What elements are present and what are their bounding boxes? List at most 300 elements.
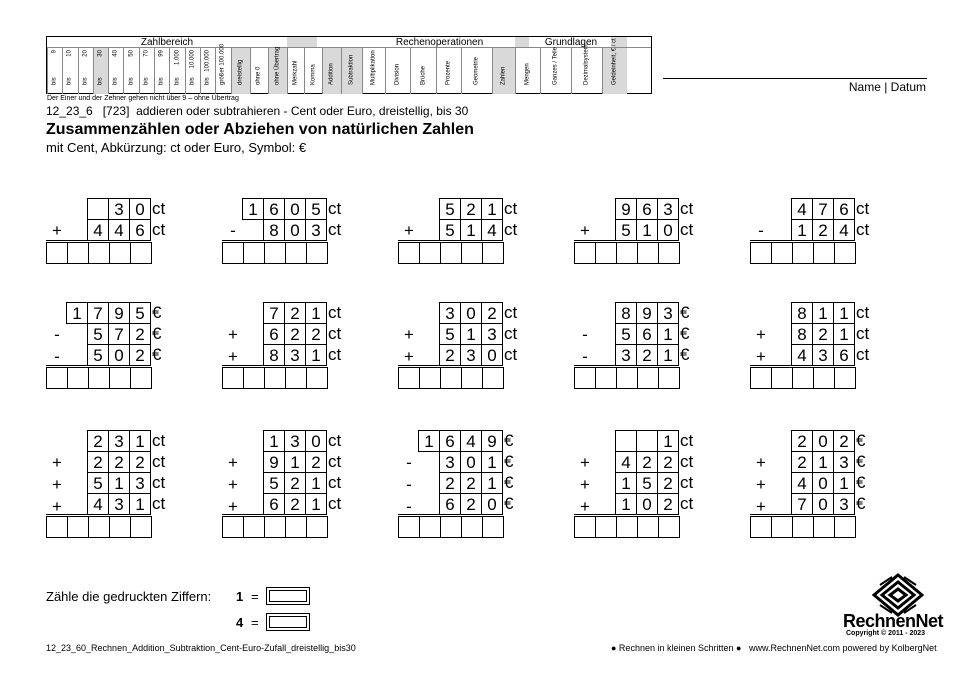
page-title: Zusammenzählen oder Abziehen von natürlichen Zahlen <box>46 121 474 138</box>
digit-cell: 9 <box>108 302 130 324</box>
answer-cell[interactable] <box>109 516 131 538</box>
digit-cell: 1 <box>418 430 440 452</box>
unit-label: ct <box>680 473 694 492</box>
header-column-label: Division <box>394 63 401 85</box>
answer-cell[interactable] <box>46 242 68 264</box>
count-digit-1: 1 <box>236 589 244 604</box>
answer-cell[interactable] <box>637 367 659 389</box>
digit-cell: 8 <box>263 219 285 241</box>
header-column-top: 20 <box>82 50 89 57</box>
header-column-top: 99 <box>158 50 165 57</box>
digit-cell: 3 <box>439 451 461 473</box>
answer-cell[interactable] <box>67 516 89 538</box>
digit-cell: 6 <box>263 323 285 345</box>
answer-cell[interactable] <box>834 367 856 389</box>
count-eq-1: = <box>251 589 259 604</box>
answer-cell[interactable] <box>813 367 835 389</box>
unit-label: ct <box>856 324 870 343</box>
digit-cell: 6 <box>263 198 285 220</box>
operator-sign: + <box>52 221 62 240</box>
digit-cell: 2 <box>129 344 151 366</box>
digit-cell: 7 <box>108 323 130 345</box>
digit-cell: 6 <box>439 493 461 515</box>
header-column-label: Komma <box>310 64 317 85</box>
header-column-top: 70 <box>143 50 150 57</box>
sum-line <box>398 514 502 515</box>
answer-cell[interactable] <box>750 367 772 389</box>
digit-cell: 8 <box>791 302 813 324</box>
answer-cell[interactable] <box>792 516 814 538</box>
digit-cell: 6 <box>439 430 461 452</box>
unit-label: € <box>856 452 866 471</box>
unit-label: ct <box>328 494 342 513</box>
answer-cell[interactable] <box>595 367 617 389</box>
answer-cell[interactable] <box>306 367 328 389</box>
header-column-label: Merkzahl <box>292 60 299 85</box>
digit-cell: 1 <box>284 451 306 473</box>
answer-cell[interactable] <box>419 242 441 264</box>
unit-label: ct <box>152 452 166 471</box>
header-column-label: bis <box>158 77 165 85</box>
digit-cell: 5 <box>439 323 461 345</box>
digit-cell: 0 <box>812 493 834 515</box>
answer-cell[interactable] <box>792 242 814 264</box>
unit-label: € <box>680 303 690 322</box>
page-subtitle: mit Cent, Abkürzung: ct oder Euro, Symbol: € <box>46 140 307 155</box>
digit-cell: 5 <box>615 219 637 241</box>
answer-cell[interactable] <box>264 242 286 264</box>
unit-label: ct <box>680 431 694 450</box>
header-column-label: Prozente <box>445 60 452 85</box>
answer-cell[interactable] <box>574 242 596 264</box>
header-column <box>385 48 410 94</box>
digit-cell: 2 <box>305 451 327 473</box>
digit-cell: 7 <box>263 302 285 324</box>
answer-cell[interactable] <box>616 242 638 264</box>
header-column-label: bis <box>174 77 180 85</box>
answer-cell[interactable] <box>243 242 265 264</box>
header-column-label: Ganzes / Teile <box>552 47 559 85</box>
header-column <box>304 48 322 94</box>
sum-line <box>222 365 326 366</box>
operator-sign: + <box>756 475 766 494</box>
header-column <box>200 48 215 94</box>
operator-sign: + <box>228 497 238 516</box>
header-column-label: bis <box>66 77 73 85</box>
answer-cell[interactable] <box>440 242 462 264</box>
digit-cell: 5 <box>636 472 658 494</box>
header-column-label: Mengen <box>524 63 531 85</box>
unit-label: ct <box>328 431 342 450</box>
classification-table <box>46 36 652 94</box>
sum-line <box>46 240 150 241</box>
answer-cell[interactable] <box>750 242 772 264</box>
unit-label: ct <box>328 473 342 492</box>
answer-cell[interactable] <box>440 516 462 538</box>
count-answer-box-1[interactable] <box>266 587 310 605</box>
digit-cell: 2 <box>108 451 130 473</box>
digit-cell: 8 <box>791 323 813 345</box>
digit-cell: 0 <box>636 493 658 515</box>
answer-cell[interactable] <box>222 516 244 538</box>
header-column <box>93 48 108 94</box>
digit-cell: 5 <box>129 302 151 324</box>
operator-sign: + <box>756 453 766 472</box>
digit-cell: 1 <box>615 472 637 494</box>
answer-cell[interactable] <box>46 367 68 389</box>
answer-cell[interactable] <box>792 367 814 389</box>
answer-cell[interactable] <box>574 516 596 538</box>
name-date-line <box>663 78 927 79</box>
digit-cell: 2 <box>636 451 658 473</box>
sum-line <box>398 240 502 241</box>
header-column <box>540 48 571 94</box>
digit-cell: 2 <box>439 472 461 494</box>
operator-sign: + <box>228 347 238 366</box>
answer-cell[interactable] <box>130 242 152 264</box>
answer-cell[interactable] <box>67 242 89 264</box>
operator-sign: - <box>406 497 412 516</box>
footer-filename: 12_23_60_Rechnen_Addition_Subtraktion_Cent-Euro-Zufall_dreistellig_bis30 <box>46 643 356 653</box>
header-column-top: 1.000 <box>174 50 180 66</box>
digit-cell: 0 <box>812 430 834 452</box>
answer-cell[interactable] <box>419 516 441 538</box>
header-column <box>571 44 602 94</box>
answer-cell[interactable] <box>264 516 286 538</box>
digit-cell: 8 <box>615 302 637 324</box>
header-column-label: größer 100.000 <box>219 43 226 85</box>
header-column <box>341 48 361 94</box>
digit-cell: 2 <box>439 344 461 366</box>
digit-cell: 3 <box>284 430 306 452</box>
digit-cell <box>636 430 658 452</box>
operator-sign: - <box>758 221 764 240</box>
digit-cell: 3 <box>108 198 130 220</box>
digit-cell: 1 <box>636 219 658 241</box>
count-eq-4: = <box>251 615 259 630</box>
header-column-label: bis <box>82 77 89 85</box>
answer-cell[interactable] <box>398 516 420 538</box>
answer-cell[interactable] <box>834 516 856 538</box>
digit-cell: 1 <box>460 219 482 241</box>
answer-cell[interactable] <box>461 367 483 389</box>
digit-cell: 1 <box>460 323 482 345</box>
header-column <box>461 48 492 94</box>
digit-cell: 9 <box>481 430 503 452</box>
digit-cell: 0 <box>460 302 482 324</box>
digit-cell: 6 <box>833 344 855 366</box>
unit-label: ct <box>856 303 870 322</box>
sum-line <box>46 365 150 366</box>
answer-cell[interactable] <box>750 516 772 538</box>
digit-cell: 9 <box>615 198 637 220</box>
unit-label: € <box>152 303 162 322</box>
unit-label: ct <box>504 303 518 322</box>
answer-cell[interactable] <box>285 242 307 264</box>
answer-cell[interactable] <box>264 367 286 389</box>
operator-sign: - <box>406 453 412 472</box>
answer-cell[interactable] <box>616 516 638 538</box>
header-column-label: bis <box>143 77 150 85</box>
digit-cell: 4 <box>87 219 109 241</box>
digit-cell: 3 <box>481 323 503 345</box>
answer-cell[interactable] <box>88 242 110 264</box>
digit-cell: 0 <box>305 430 327 452</box>
operator-sign: + <box>756 347 766 366</box>
operator-sign: - <box>406 475 412 494</box>
digit-cell: 6 <box>129 219 151 241</box>
answer-cell[interactable] <box>595 516 617 538</box>
header-column-top: 50 <box>128 50 135 57</box>
answer-cell[interactable] <box>243 516 265 538</box>
answer-cell[interactable] <box>285 367 307 389</box>
header-column-label: bis <box>51 77 58 85</box>
unit-label: € <box>152 324 162 343</box>
digit-cell: 7 <box>87 302 109 324</box>
header-column <box>287 48 305 94</box>
operator-sign: + <box>404 221 414 240</box>
answer-cell[interactable] <box>482 516 504 538</box>
digit-cell: 1 <box>263 430 285 452</box>
digit-cell: 8 <box>263 344 285 366</box>
answer-cell[interactable] <box>771 367 793 389</box>
digit-cell: 7 <box>812 198 834 220</box>
answer-cell[interactable] <box>222 367 244 389</box>
answer-cell[interactable] <box>834 242 856 264</box>
digit-cell: 4 <box>791 344 813 366</box>
unit-label: ct <box>504 324 518 343</box>
header-column <box>515 48 540 94</box>
header-column-label: dreistellig <box>237 59 244 85</box>
answer-cell[interactable] <box>306 242 328 264</box>
answer-cell[interactable] <box>637 242 659 264</box>
answer-cell[interactable] <box>637 516 659 538</box>
header-column <box>602 38 627 94</box>
digit-cell: 2 <box>284 302 306 324</box>
unit-label: ct <box>680 452 694 471</box>
header-column <box>123 48 138 94</box>
digit-cell: 1 <box>833 302 855 324</box>
answer-cell[interactable] <box>658 516 680 538</box>
digit-cell: 5 <box>87 344 109 366</box>
operator-sign: + <box>580 475 590 494</box>
answer-cell[interactable] <box>130 516 152 538</box>
digit-cell: 5 <box>87 472 109 494</box>
digit-cell <box>87 198 109 220</box>
operator-sign: + <box>756 325 766 344</box>
digit-cell: 6 <box>636 198 658 220</box>
logo-text: RechnenNet <box>843 611 944 631</box>
digit-cell: 4 <box>108 219 130 241</box>
answer-cell[interactable] <box>461 516 483 538</box>
unit-label: ct <box>504 199 518 218</box>
digit-cell: 4 <box>833 219 855 241</box>
unit-label: ct <box>152 220 166 239</box>
digit-cell: 2 <box>833 430 855 452</box>
digit-cell: 3 <box>615 344 637 366</box>
digit-cell: 1 <box>242 198 264 220</box>
digit-cell: 1 <box>481 472 503 494</box>
operator-sign: + <box>756 497 766 516</box>
digit-cell: 6 <box>833 198 855 220</box>
digit-cell: 1 <box>812 451 834 473</box>
answer-cell[interactable] <box>398 367 420 389</box>
operator-sign: - <box>54 325 60 344</box>
digit-cell: 3 <box>460 344 482 366</box>
header-column <box>169 48 184 94</box>
digit-cell: 2 <box>284 323 306 345</box>
header-column <box>436 48 461 94</box>
unit-label: ct <box>152 494 166 513</box>
unit-label: ct <box>328 220 342 239</box>
digit-cell: 4 <box>481 219 503 241</box>
answer-cell[interactable] <box>88 516 110 538</box>
operator-sign: - <box>582 325 588 344</box>
digit-cell: 2 <box>129 451 151 473</box>
header-column <box>492 48 515 94</box>
answer-cell[interactable] <box>46 516 68 538</box>
unit-label: € <box>856 473 866 492</box>
answer-cell[interactable] <box>616 367 638 389</box>
unit-label: € <box>680 345 690 364</box>
header-column-label: bis <box>112 77 119 85</box>
answer-cell[interactable] <box>440 367 462 389</box>
header-column <box>231 48 250 94</box>
sum-line <box>398 365 502 366</box>
digit-cell: 1 <box>791 219 813 241</box>
unit-label: ct <box>856 199 870 218</box>
digit-cell: 3 <box>305 219 327 241</box>
digit-cell: 1 <box>305 493 327 515</box>
answer-cell[interactable] <box>574 367 596 389</box>
header-column-label: Geldeinheit, € / ct <box>611 38 618 85</box>
operator-sign: + <box>580 221 590 240</box>
header-column-label: bis <box>97 77 104 85</box>
digit-cell: 9 <box>263 451 285 473</box>
operator-sign: + <box>228 475 238 494</box>
answer-cell[interactable] <box>398 242 420 264</box>
operator-sign: + <box>52 453 62 472</box>
digit-cell: 4 <box>615 451 637 473</box>
digit-cell: 1 <box>108 472 130 494</box>
sum-line <box>750 365 854 366</box>
digit-cell: 4 <box>460 430 482 452</box>
answer-cell[interactable] <box>243 367 265 389</box>
answer-cell[interactable] <box>306 516 328 538</box>
digit-cell: 2 <box>657 472 679 494</box>
answer-cell[interactable] <box>771 516 793 538</box>
footer-series: ● Rechnen in kleinen Schritten ● <box>611 643 742 653</box>
operator-sign: + <box>580 497 590 516</box>
digit-cell: 1 <box>66 302 88 324</box>
unit-label: ct <box>328 452 342 471</box>
answer-cell[interactable] <box>482 242 504 264</box>
digit-cell: 0 <box>284 198 306 220</box>
header-column <box>185 48 200 94</box>
answer-cell[interactable] <box>658 367 680 389</box>
unit-label: € <box>504 494 514 513</box>
header-column <box>78 48 93 94</box>
header-column-label: Multiplikation <box>370 50 377 85</box>
header-group-title: Rechenoperationen <box>395 37 484 48</box>
header-column-label: Dezimalsystem <box>583 44 590 85</box>
header-column <box>362 48 385 94</box>
digit-cell: 1 <box>129 493 151 515</box>
answer-cell[interactable] <box>482 367 504 389</box>
answer-cell[interactable] <box>222 242 244 264</box>
header-column <box>154 48 169 94</box>
operator-sign: + <box>52 497 62 516</box>
unit-label: € <box>504 473 514 492</box>
answer-cell[interactable] <box>658 242 680 264</box>
sum-line <box>750 514 854 515</box>
header-column <box>322 48 341 94</box>
digit-cell: 3 <box>129 472 151 494</box>
digit-cell: 4 <box>791 198 813 220</box>
digit-cell: 3 <box>439 302 461 324</box>
digit-cell: 2 <box>305 323 327 345</box>
header-column-top: 40 <box>112 50 119 57</box>
digit-cell: 1 <box>812 302 834 324</box>
header-column-label: bis <box>204 77 211 85</box>
digit-cell: 1 <box>305 302 327 324</box>
unit-label: ct <box>328 345 342 364</box>
operator-sign: - <box>582 347 588 366</box>
digit-cell: 2 <box>460 493 482 515</box>
count-answer-box-4[interactable] <box>266 613 310 631</box>
digit-cell: 1 <box>833 472 855 494</box>
digit-cell: 2 <box>284 493 306 515</box>
answer-cell[interactable] <box>461 242 483 264</box>
unit-label: ct <box>328 324 342 343</box>
answer-cell[interactable] <box>109 242 131 264</box>
operator-sign: + <box>52 475 62 494</box>
digit-cell: 4 <box>87 493 109 515</box>
count-digit-4: 4 <box>236 615 244 630</box>
digit-cell: 1 <box>481 198 503 220</box>
answer-cell[interactable] <box>88 367 110 389</box>
answer-cell[interactable] <box>130 367 152 389</box>
answer-cell[interactable] <box>813 242 835 264</box>
count-label: Zähle die gedruckten Ziffern: <box>46 589 212 604</box>
answer-cell[interactable] <box>813 516 835 538</box>
sum-line <box>574 240 678 241</box>
digit-cell: 0 <box>481 493 503 515</box>
digit-cell: 1 <box>833 323 855 345</box>
unit-label: € <box>680 324 690 343</box>
digit-cell: 2 <box>284 472 306 494</box>
digit-cell: 3 <box>108 493 130 515</box>
answer-cell[interactable] <box>771 242 793 264</box>
header-column-top: 10.000 <box>189 50 196 69</box>
digit-cell: 2 <box>460 198 482 220</box>
answer-cell[interactable] <box>285 516 307 538</box>
answer-cell[interactable] <box>67 367 89 389</box>
digit-cell: 2 <box>657 451 679 473</box>
digit-cell: 2 <box>812 323 834 345</box>
unit-label: ct <box>680 220 694 239</box>
digit-cell <box>615 430 637 452</box>
header-group-title: Grundlagen <box>544 37 598 48</box>
answer-cell[interactable] <box>109 367 131 389</box>
header-column-label: bis <box>128 77 135 85</box>
answer-cell[interactable] <box>419 367 441 389</box>
answer-cell[interactable] <box>595 242 617 264</box>
header-column-top: 100.000 <box>204 50 211 72</box>
digit-cell: 2 <box>129 323 151 345</box>
sum-line <box>222 240 326 241</box>
digit-cell: 5 <box>305 198 327 220</box>
